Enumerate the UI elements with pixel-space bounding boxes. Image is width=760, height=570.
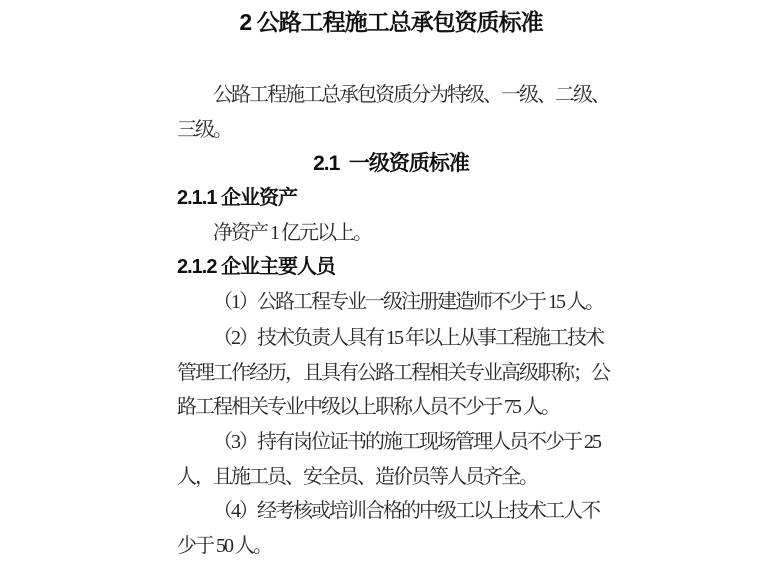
intro-line-2: 三级。 <box>177 119 231 141</box>
subheading-key-personnel: 2.1.2 企业主要人员 <box>177 256 336 278</box>
intro-line-1: 公路工程施工总承包资质分为特级、一级、二级、 <box>213 84 609 106</box>
personnel-item-4-line-1: （4）经考核或培训合格的中级工以上技术工人不 <box>213 500 599 522</box>
subheading-enterprise-assets: 2.1.1 企业资产 <box>177 187 298 209</box>
personnel-item-2-line-1: （2）技术负责人具有 15 年以上从事工程施工技术 <box>213 327 603 349</box>
document-title: 2 公路工程施工总承包资质标准 <box>239 9 543 35</box>
personnel-item-4-line-2: 少于 50 人。 <box>177 535 271 557</box>
personnel-item-3-line-2: 人，且施工员、安全员、造价员等人员齐全。 <box>177 466 537 488</box>
net-assets-text: 净资产 1 亿元以上。 <box>213 222 371 244</box>
personnel-item-2-line-3: 路工程相关专业中级以上职称人员不少于 75 人。 <box>177 396 559 418</box>
personnel-item-3-line-1: （3）持有岗位证书的施工现场管理人员不少于 25 <box>213 431 600 453</box>
personnel-item-2-line-2: 管理工作经历，且具有公路工程相关专业高级职称；公 <box>177 362 609 384</box>
personnel-item-1-line-1: （1）公路工程专业一级注册建造师不少于 15 人。 <box>213 291 603 313</box>
section-heading-grade1: 2.1 一级资质标准 <box>313 152 469 175</box>
